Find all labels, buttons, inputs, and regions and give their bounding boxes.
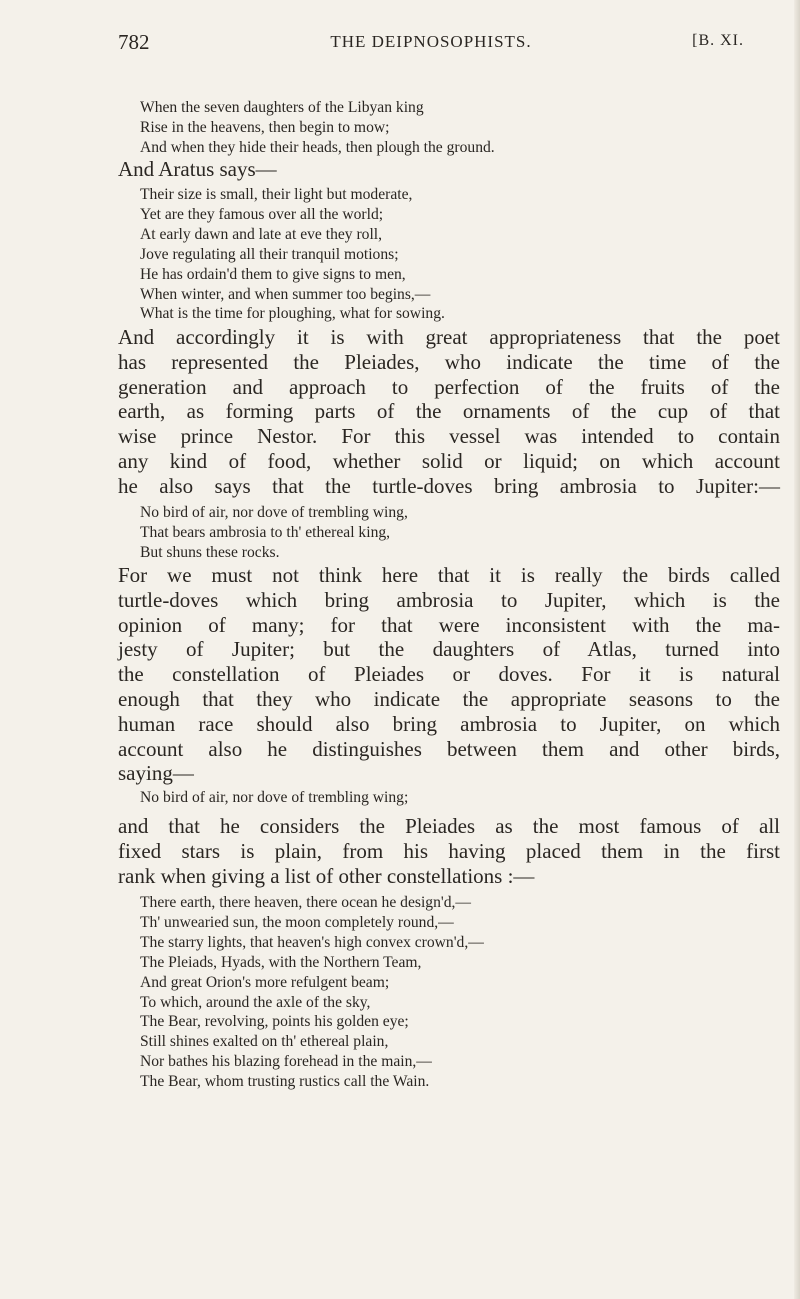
prose-line: and that he considers the Pleiades as the most famous of all (118, 814, 780, 838)
verse-line: That bears ambrosia to th' ethereal king, (140, 523, 391, 541)
verse-line: But shuns these rocks. (140, 543, 280, 561)
prose-line: fixed stars is plain, from his having placed them in the first (118, 838, 780, 863)
prose-line: generation and approach to perfection of the fruits of the (118, 374, 780, 399)
prose-line: human race should also bring ambrosia to Jupiter, on which (118, 711, 780, 736)
running-header (118, 30, 744, 60)
verse-line: Rise in the heavens, then begin to mow; (140, 118, 390, 136)
verse-line: Th' unwearied sun, the moon completely round,— (140, 913, 454, 931)
prose-line: And accordingly it is with great appropriateness that the poet (118, 325, 780, 349)
prose-line: the constellation of Pleiades or doves. For it is natural (118, 662, 780, 687)
verse-line: The Bear, revolving, points his golden eye; (140, 1013, 409, 1031)
verse-line: The Bear, whom trusting rustics call the Wain. (140, 1073, 430, 1091)
prose-line: For we must not think here that it is really the birds called (118, 563, 780, 587)
verse-line: No bird of air, nor dove of trembling wing, (140, 504, 408, 521)
verse-line: When the seven daughters of the Libyan king (140, 99, 424, 116)
prose-line: opinion of many; for that were inconsistent with the ma- (118, 612, 780, 637)
prose-line: rank when giving a list of other constellations :— (118, 863, 535, 888)
prose-line: has represented the Pleiades, who indicate the time of the (118, 349, 780, 374)
verse-block-no-bird (140, 788, 760, 808)
prose-line: And Aratus says— (118, 157, 277, 181)
verse-line: And great Orion's more refulgent beam; (140, 973, 390, 991)
verse-line: What is the time for ploughing, what for sowing. (140, 305, 445, 323)
verse-line: Yet are they famous over all the world; (140, 205, 384, 223)
prose-line: saying— (118, 761, 194, 786)
book-marker: [B. XI. (692, 32, 744, 49)
prose-line: any kind of food, whether solid or liquid; on which account (118, 448, 780, 473)
verse-block-turtle-doves (140, 503, 760, 563)
verse-block-aratus (140, 185, 760, 324)
verse-line: And when they hide their heads, then plough the ground. (140, 138, 495, 156)
prose-line: turtle-doves which bring ambrosia to Jupiter, which is the (118, 587, 780, 612)
running-title: THE DEIPNOSOPHISTS. (330, 32, 532, 51)
prose-nestor-cup (118, 325, 780, 499)
verse-line: Still shines exalted on th' ethereal plain, (140, 1033, 389, 1051)
verse-block-seven-daughters (140, 98, 760, 158)
verse-line: No bird of air, nor dove of trembling wing; (140, 789, 409, 806)
prose-line: jesty of Jupiter; but the daughters of Atlas, turned into (118, 637, 780, 662)
prose-line: wise prince Nestor. For this vessel was intended to contain (118, 424, 780, 449)
verse-line: At early dawn and late at eve they roll, (140, 225, 383, 243)
verse-line: Their size is small, their light but moderate, (140, 186, 413, 203)
prose-line: enough that they who indicate the appropriate seasons to the (118, 686, 780, 711)
verse-block-shield (140, 893, 760, 1092)
verse-line: To which, around the axle of the sky, (140, 993, 371, 1011)
page-number: 782 (118, 30, 150, 54)
page-edge-shadow (794, 0, 800, 1299)
verse-line: The Pleiads, Hyads, with the Northern Team, (140, 953, 422, 971)
prose-fixed-stars (118, 814, 780, 888)
prose-aratus-intro (118, 157, 780, 182)
verse-line: Nor bathes his blazing forehead in the main,— (140, 1053, 432, 1071)
prose-line: account also he distinguishes between them and other birds, (118, 736, 780, 761)
verse-line: The starry lights, that heaven's high convex crown'd,— (140, 933, 484, 951)
prose-line: he also says that the turtle-doves bring ambrosia to Jupiter:— (118, 473, 780, 498)
verse-line: Jove regulating all their tranquil motions; (140, 245, 399, 263)
verse-line: There earth, there heaven, there ocean he design'd,— (140, 894, 471, 911)
verse-line: When winter, and when summer too begins,— (140, 285, 431, 303)
prose-pleiades-doves (118, 563, 780, 786)
verse-line: He has ordain'd them to give signs to men, (140, 265, 406, 283)
prose-line: earth, as forming parts of the ornaments of the cup of that (118, 399, 780, 424)
